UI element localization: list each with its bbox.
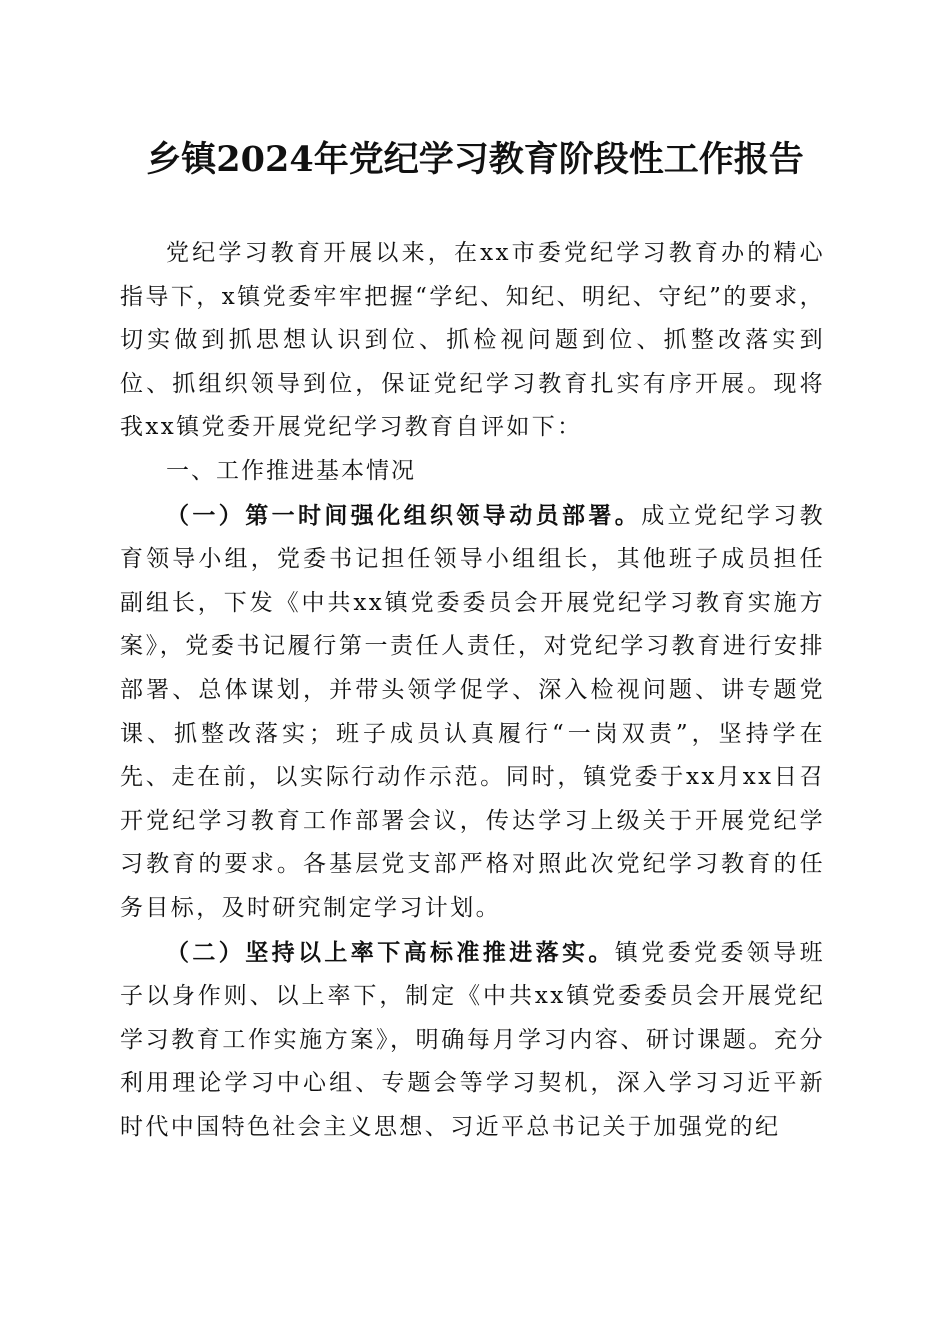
item-2-lead: （二）坚持以上率下高标准推进落实。 <box>166 938 615 966</box>
item-1-lead: （一）第一时间强化组织领导动员部署。 <box>166 501 642 529</box>
intro-paragraph: 党纪学习教育开展以来，在xx市委党纪学习教育办的精心指导下，x镇党委牢牢把握“学纪、知纪、明纪、守纪”的要求，切实做到抓思想认识到位、抓检视问题到位、抓整改落实到位、抓组织领导到位，保证党纪学习教育扎实有序开展。现将我xx镇党委开展党纪学习教育自评如下： <box>120 240 825 441</box>
section-heading: 一、工作推进基本情况 <box>166 457 416 484</box>
document-title: 乡镇2024年党纪学习教育阶段性工作报告 <box>146 139 804 180</box>
item-1-body: 成立党纪学习教育领导小组，党委书记担任领导小组组长，其他班子成员担任副组长，下发《中共xx镇党委委员会开展党纪学习教育实施方案》，党委书记履行第一责任人责任，对党纪学习教育进行安排部署、总体谋划，并带头领学促学、深入检视问题、讲专题党课、抓整改落实；班子成员认真履行“一岗双责”，坚持学在先、走在前，以实际行动作示范。同时，镇党委于xx月xx日召开党纪学习教育工作部署会议，传达学习上级关于开展党纪学习教育的要求。各基层党支部严格对照此次党纪学习教育的任务目标，及时研究制定学习计划。 <box>120 502 825 921</box>
item-1-paragraph <box>120 494 825 931</box>
item-2-body: 镇党委党委领导班子以身作则、以上率下，制定《中共xx镇党委委员会开展党纪学习教育工作实施方案》，明确每月学习内容、研讨课题。充分利用理论学习中心组、专题会等学习契机，深入学习习近平新时代中国特色社会主义思想、习近平总书记关于加强党的纪 <box>120 939 825 1140</box>
document-body <box>120 232 825 1149</box>
item-2-paragraph <box>120 931 825 1150</box>
